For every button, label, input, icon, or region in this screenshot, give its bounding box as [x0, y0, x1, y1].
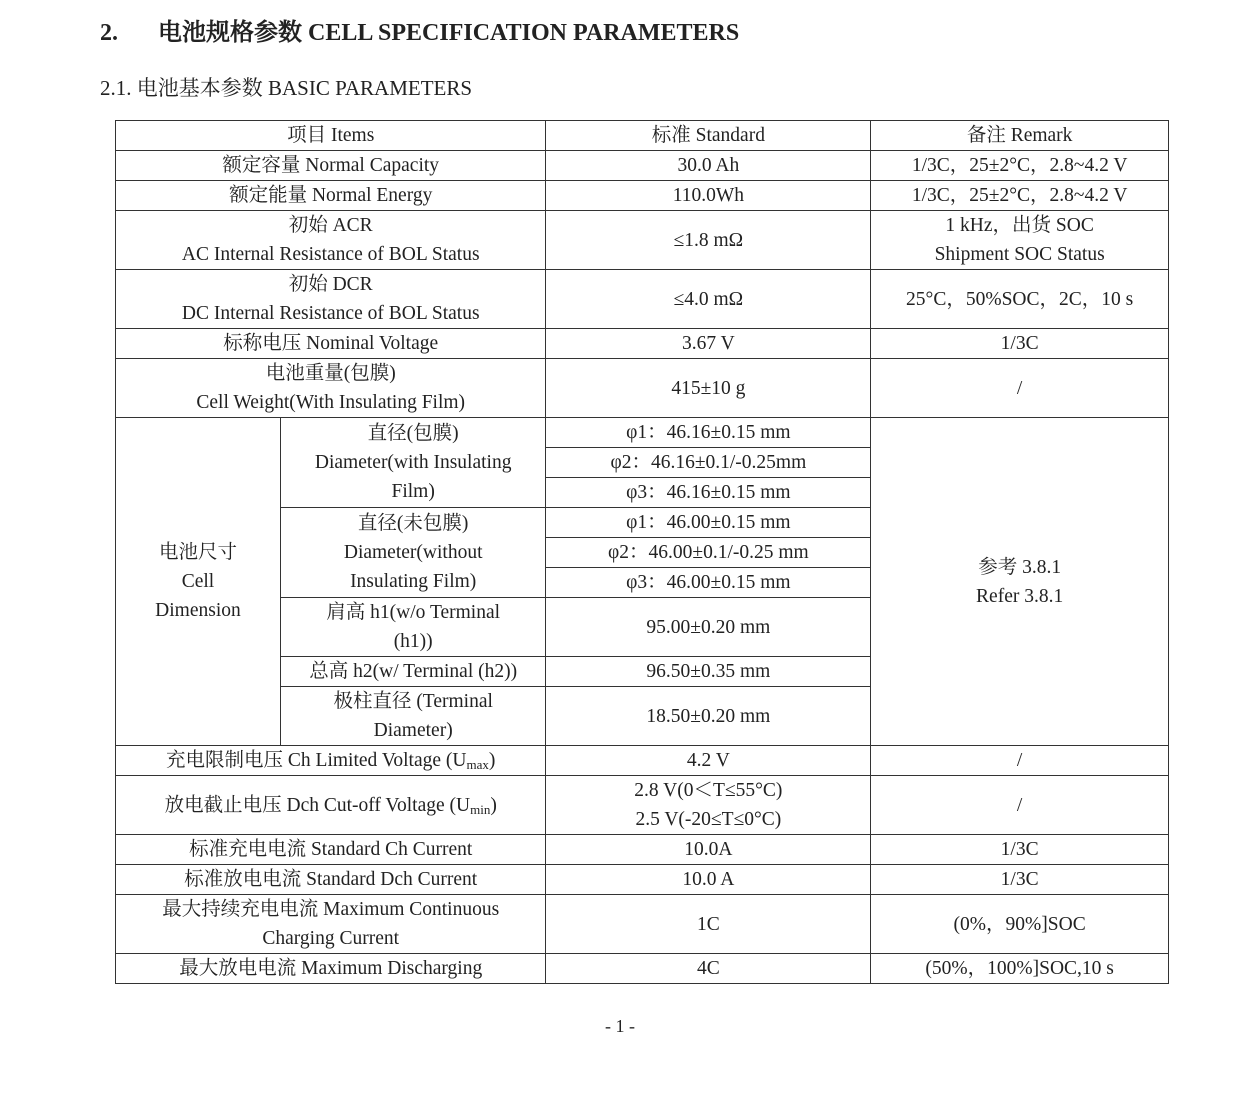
std-discharge-remark: 1/3C	[871, 865, 1169, 895]
subsection-heading	[100, 72, 472, 102]
dia-nofilm-label-en-1: Diameter(without	[343, 542, 483, 563]
nominal-voltage-item: 标称电压 Nominal Voltage	[116, 329, 546, 359]
terminal-value: 18.50±0.20 mm	[546, 687, 871, 746]
table-header-row	[116, 121, 1169, 151]
section-number: 2.	[100, 20, 118, 46]
acr-remark-line2: Shipment SOC Status	[934, 244, 1105, 265]
max-discharge-standard: 4C	[546, 954, 871, 984]
h2-label: 总高 h2(w/ Terminal (h2))	[280, 657, 546, 687]
acr-remark-line1: 1 kHz，出货 SOC	[945, 215, 1094, 236]
page-number: - 1 -	[605, 1016, 635, 1036]
capacity-standard: 30.0 Ah	[546, 151, 871, 181]
section-heading	[100, 12, 739, 47]
h1-label	[280, 598, 546, 657]
max-cont-charge-item-2: Charging Current	[262, 928, 400, 949]
capacity-remark: 1/3C，25±2°C，2.8~4.2 V	[871, 151, 1169, 181]
max-cont-charge-item	[116, 895, 546, 954]
dcr-standard: ≤4.0 mΩ	[546, 270, 871, 329]
terminal-label-1: 极柱直径 (Terminal	[333, 691, 493, 712]
dia-film-v3: φ3：46.16±0.15 mm	[546, 478, 871, 508]
max-cont-charge-remark: (0%，90%]SOC	[871, 895, 1169, 954]
acr-standard: ≤1.8 mΩ	[546, 211, 871, 270]
table-row	[116, 151, 1169, 181]
dimension-remark	[871, 418, 1169, 746]
max-discharge-remark: (50%，100%]SOC,10 s	[871, 954, 1169, 984]
nominal-voltage-remark: 1/3C	[871, 329, 1169, 359]
dcr-item-en: DC Internal Resistance of BOL Status	[181, 303, 480, 324]
charge-limit-sub: max	[466, 757, 489, 772]
charge-limit-close: )	[488, 750, 496, 771]
dia-nofilm-label	[280, 508, 546, 598]
section-title: 电池规格参数 CELL SPECIFICATION PARAMETERS	[158, 20, 740, 46]
acr-item-en: AC Internal Resistance of BOL Status	[181, 244, 480, 265]
dia-nofilm-label-en-2: Insulating Film)	[350, 571, 477, 592]
std-charge-item: 标准充电电流 Standard Ch Current	[116, 835, 546, 865]
table-row	[116, 359, 1169, 418]
acr-remark	[871, 211, 1169, 270]
header-items: 项目 Items	[116, 121, 546, 151]
table-row	[116, 329, 1169, 359]
terminal-label-2: Diameter)	[373, 720, 453, 741]
max-discharge-item: 最大放电电流 Maximum Discharging	[116, 954, 546, 984]
energy-remark: 1/3C，25±2°C，2.8~4.2 V	[871, 181, 1169, 211]
table-row	[116, 270, 1169, 329]
table-row	[116, 865, 1169, 895]
charge-limit-remark: /	[871, 746, 1169, 776]
subsection-title: 电池基本参数 BASIC PARAMETERS	[136, 76, 473, 100]
weight-item	[116, 359, 546, 418]
discharge-cutoff-item	[116, 776, 546, 835]
dimension-group-cn: 电池尺寸	[158, 542, 237, 563]
weight-item-cn: 电池重量(包膜)	[265, 363, 396, 384]
energy-item: 额定能量 Normal Energy	[116, 181, 546, 211]
table-row	[116, 776, 1169, 835]
std-discharge-standard: 10.0 A	[546, 865, 871, 895]
dimension-group-label	[116, 418, 281, 746]
discharge-cutoff-close: )	[490, 794, 497, 816]
dia-nofilm-v2: φ2：46.00±0.1/-0.25 mm	[546, 538, 871, 568]
max-cont-charge-standard: 1C	[546, 895, 871, 954]
discharge-cutoff-item-text: 放电截止电压 Dch Cut-off Voltage (U	[164, 794, 471, 816]
table-row	[116, 895, 1169, 954]
discharge-cutoff-standard-2: 2.5 V(-20≤T≤0°C)	[635, 809, 782, 830]
dimension-group-en-1: Cell	[181, 571, 215, 592]
spec-table	[115, 120, 1169, 984]
charge-limit-standard: 4.2 V	[546, 746, 871, 776]
header-remark: 备注 Remark	[871, 121, 1169, 151]
dcr-item	[116, 270, 546, 329]
dia-nofilm-v1: φ1：46.00±0.15 mm	[546, 508, 871, 538]
acr-item-cn: 初始 ACR	[288, 215, 373, 236]
dia-film-label-en-1: Diameter(with Insulating	[314, 452, 512, 473]
dia-film-label-cn: 直径(包膜)	[367, 423, 459, 444]
dia-nofilm-label-cn: 直径(未包膜)	[357, 513, 469, 534]
max-cont-charge-item-1: 最大持续充电电流 Maximum Continuous	[162, 899, 500, 920]
charge-limit-item	[116, 746, 546, 776]
table-row	[116, 211, 1169, 270]
h2-value: 96.50±0.35 mm	[546, 657, 871, 687]
weight-remark: /	[871, 359, 1169, 418]
discharge-cutoff-standard	[546, 776, 871, 835]
dimension-group-en-2: Dimension	[155, 600, 241, 621]
h1-label-1: 肩高 h1(w/o Terminal	[326, 602, 501, 623]
table-row	[116, 418, 1169, 448]
table-row	[116, 954, 1169, 984]
h1-label-2: (h1))	[393, 631, 433, 652]
h1-value: 95.00±0.20 mm	[546, 598, 871, 657]
table-row	[116, 181, 1169, 211]
discharge-cutoff-standard-1: 2.8 V(0＜T≤55°C)	[634, 780, 783, 801]
terminal-label	[280, 687, 546, 746]
discharge-cutoff-remark: /	[871, 776, 1169, 835]
header-standard: 标准 Standard	[546, 121, 871, 151]
std-charge-remark: 1/3C	[871, 835, 1169, 865]
dcr-item-cn: 初始 DCR	[288, 274, 373, 295]
capacity-item: 额定容量 Normal Capacity	[116, 151, 546, 181]
discharge-cutoff-sub: min	[470, 801, 491, 817]
dia-nofilm-v3: φ3：46.00±0.15 mm	[546, 568, 871, 598]
dia-film-label	[280, 418, 546, 508]
weight-standard: 415±10 g	[546, 359, 871, 418]
table-row	[116, 746, 1169, 776]
subsection-number: 2.1.	[100, 76, 132, 100]
dimension-remark-en: Refer 3.8.1	[976, 585, 1064, 607]
acr-item	[116, 211, 546, 270]
dia-film-label-en-2: Film)	[391, 481, 435, 502]
dia-film-v1: φ1：46.16±0.15 mm	[546, 418, 871, 448]
dcr-remark: 25°C，50%SOC，2C，10 s	[871, 270, 1169, 329]
energy-standard: 110.0Wh	[546, 181, 871, 211]
nominal-voltage-standard: 3.67 V	[546, 329, 871, 359]
charge-limit-item-text: 充电限制电压 Ch Limited Voltage (U	[166, 750, 467, 771]
table-row	[116, 835, 1169, 865]
dia-film-v2: φ2：46.16±0.1/-0.25mm	[546, 448, 871, 478]
std-discharge-item: 标准放电电流 Standard Dch Current	[116, 865, 546, 895]
dimension-remark-cn: 参考 3.8.1	[978, 556, 1062, 578]
weight-item-en: Cell Weight(With Insulating Film)	[196, 392, 466, 413]
std-charge-standard: 10.0A	[546, 835, 871, 865]
